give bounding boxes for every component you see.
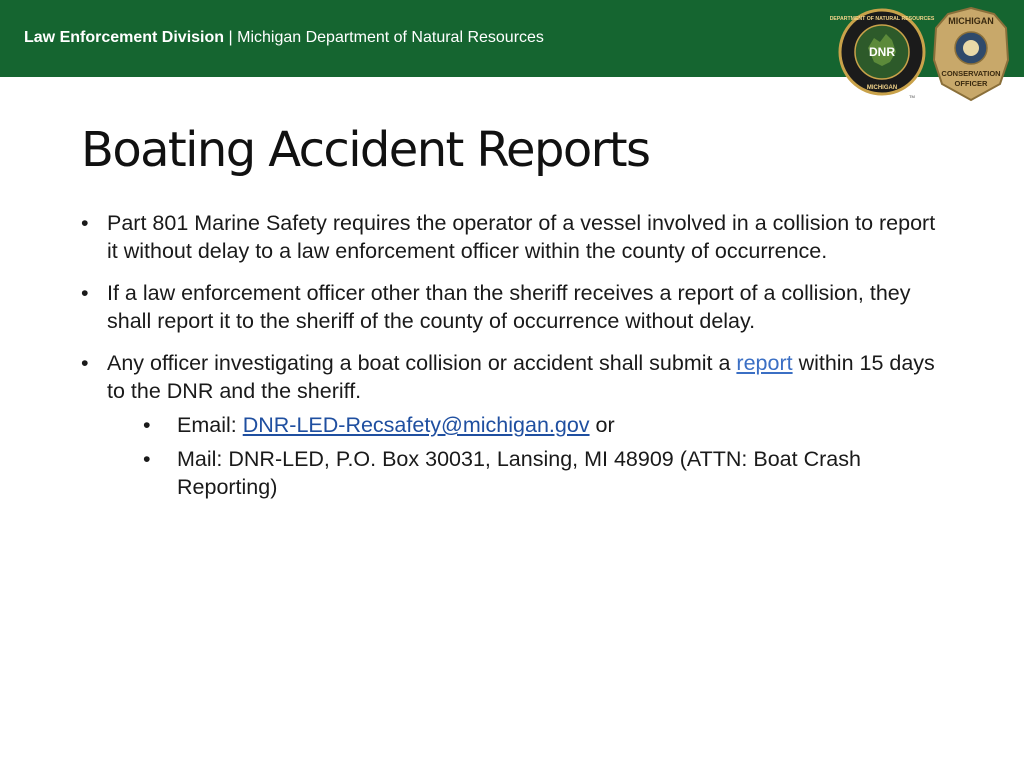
- bullet-text: Part 801 Marine Safety requires the operator of a vessel involved in a collision to report it without delay to a law enforcement officer within the county of occurrence.: [107, 211, 936, 263]
- sub-bullet-mail: [81, 445, 951, 501]
- bullet-dot-icon: •: [81, 351, 89, 375]
- dnr-seal-center: DNR: [869, 45, 895, 59]
- report-link[interactable]: report: [736, 351, 793, 375]
- bullet-text: If a law enforcement officer other than the sheriff receives a report of a collision, they shall report it to the sheriff of the county of occurrence without delay.: [107, 281, 911, 333]
- sub-bullet-dot-icon: •: [143, 413, 151, 437]
- email-link[interactable]: DNR-LED-Recsafety@michigan.gov: [242, 413, 590, 437]
- dnr-seal-tm: TM: [909, 94, 915, 99]
- department-name: Michigan Department of Natural Resources: [237, 29, 544, 46]
- sub-bullet-dot-icon: •: [143, 447, 151, 471]
- badge-line2: CONSERVATION: [941, 69, 1001, 78]
- header-title: [24, 29, 544, 47]
- bullet-text-after: within 15 days to the DNR and the sheriff.: [107, 351, 935, 403]
- page-title: Boating Accident Reports: [81, 122, 650, 178]
- bullet-item: [81, 209, 951, 265]
- sub-bullet-email: [81, 411, 951, 439]
- dnr-seal-logo: [829, 8, 935, 100]
- email-after: or: [589, 413, 615, 437]
- dnr-seal-bottom: MICHIGAN: [866, 85, 898, 91]
- conservation-officer-badge: [932, 6, 1010, 102]
- dnr-seal-top: DEPARTMENT OF NATURAL RESOURCES: [829, 16, 935, 22]
- content-body: [81, 209, 951, 507]
- mail-text: Mail: DNR-LED, P.O. Box 30031, Lansing, MI 48909 (ATTN: Boat Crash Reporting): [177, 447, 861, 499]
- bullet-text-before: Any officer investigating a boat collision or accident shall submit a: [107, 351, 737, 375]
- bullet-item: [81, 349, 951, 405]
- header-separator: |: [228, 29, 233, 46]
- division-name: Law Enforcement Division: [24, 29, 225, 46]
- bullet-dot-icon: •: [81, 281, 89, 305]
- bullet-dot-icon: •: [81, 211, 89, 235]
- email-label: Email:: [177, 413, 243, 437]
- badge-line1: MICHIGAN: [948, 16, 994, 26]
- bullet-item: [81, 279, 951, 335]
- badge-line3: OFFICER: [954, 79, 988, 88]
